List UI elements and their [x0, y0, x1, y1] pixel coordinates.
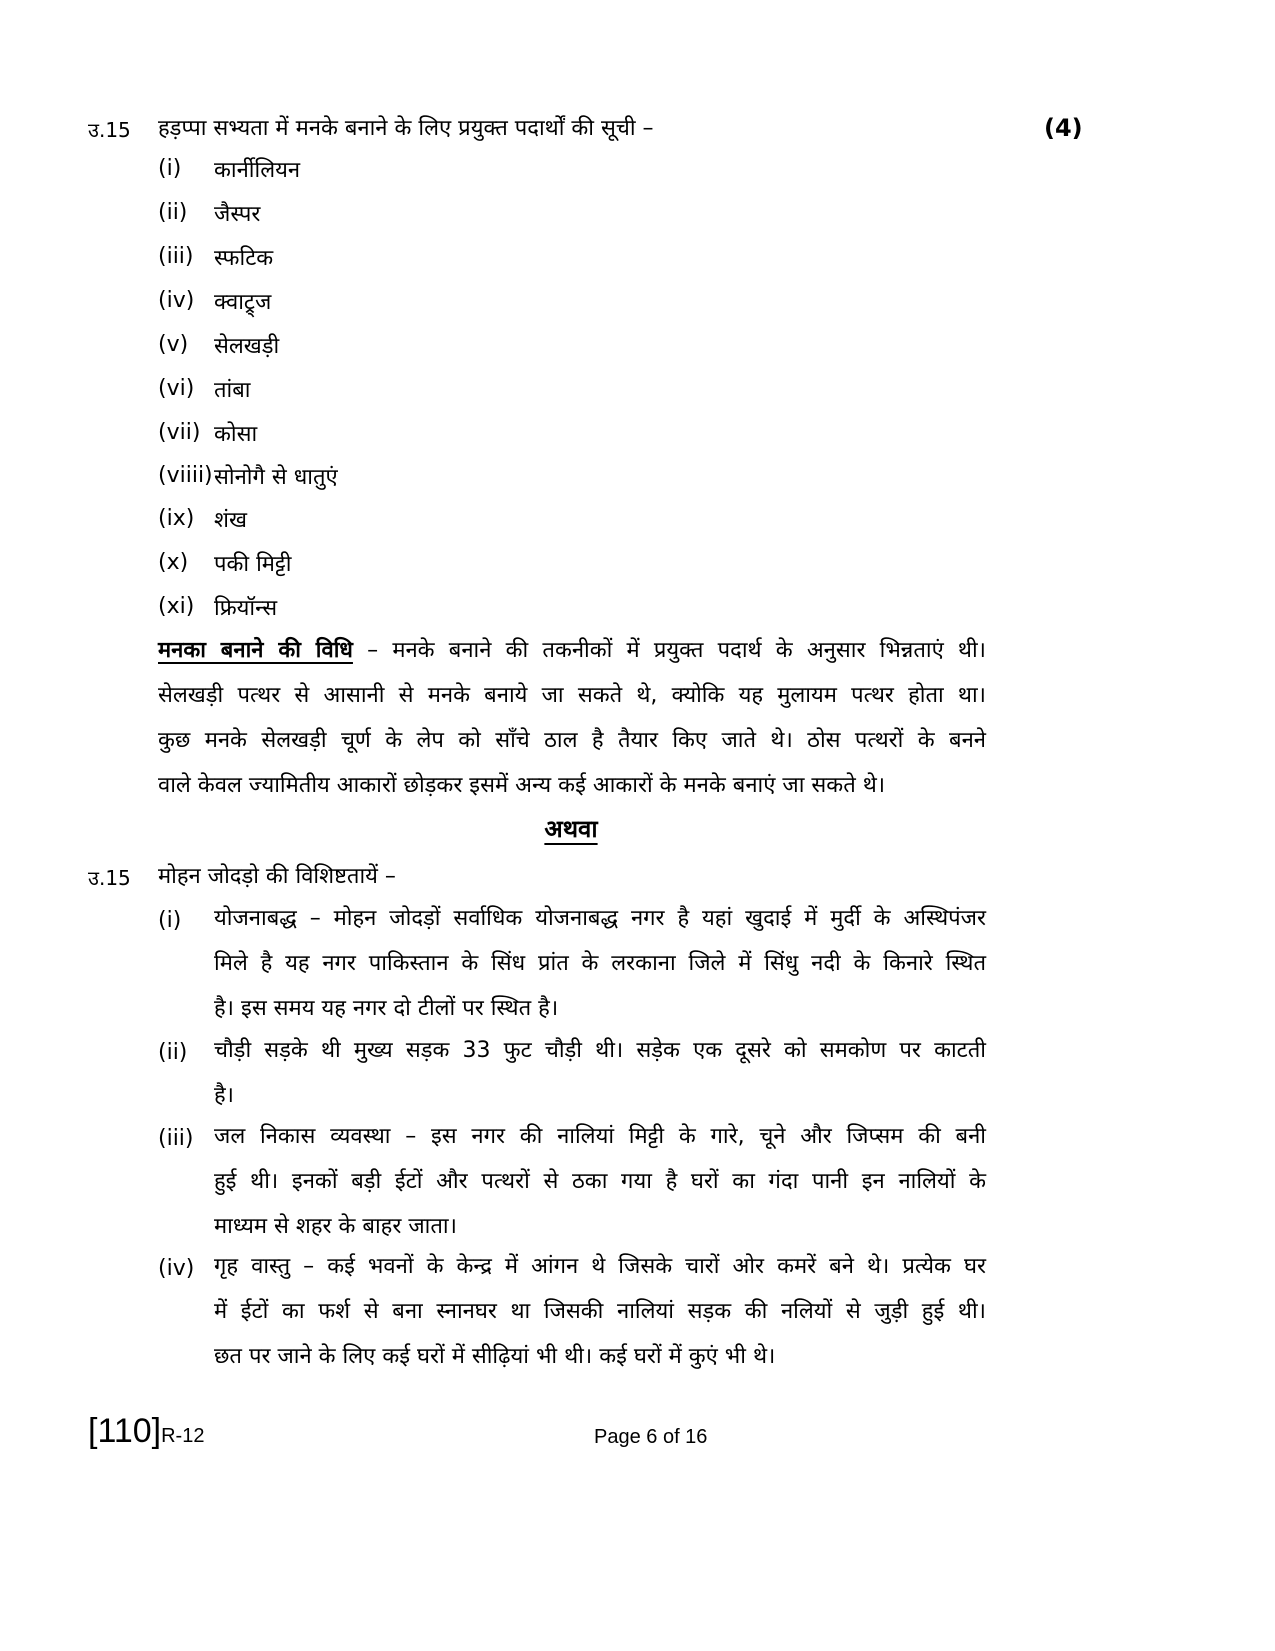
list-item: जैस्पर: [214, 202, 261, 227]
paper-code-number: [110]: [88, 1412, 162, 1450]
list-item: क्वाट्र्ज: [214, 290, 272, 315]
paragraph-line: हुई थी। इनकों बड़ी ईटों और पत्थरों से ठका गया है घरों का गंदा पानी इन नालियों के: [214, 1169, 986, 1194]
list-item: स्फटिक: [214, 246, 274, 271]
question-number: उ.15: [88, 866, 131, 890]
list-item-number: (iv): [158, 1256, 195, 1281]
paragraph-line: कुछ मनके सेलखड़ी चूर्ण के लेप को साँचे ठाल है तैयार किए जाते थे। ठोस पत्थरों के बनने: [158, 728, 986, 753]
paragraph-line: वाले केवल ज्यामितीय आकारों छोड़कर इसमें अन्य कई आकारों के मनके बनाएं जा सकते थे।: [158, 773, 886, 798]
marks-label: (4): [1044, 114, 1083, 142]
list-item-number: (ix): [158, 506, 195, 531]
paragraph-line: माध्यम से शहर के बाहर जाता।: [214, 1214, 457, 1239]
list-item: [214, 1114, 986, 1249]
paragraph-line: में ईटों का फर्श से बना स्नानघर था जिसकी नालियां सड़क की नलियों से जुड़ी हुई थी।: [214, 1299, 986, 1324]
paragraph-line: गृह वास्तु – कई भवनों के केन्द्र में आंगन थे जिसके चारों ओर कमरें बने थे। प्रत्येक घर: [214, 1254, 986, 1279]
or-heading: अथवा: [544, 815, 598, 843]
question-title: हड़प्पा सभ्यता में मनके बनाने के लिए प्रयुक्त पदार्थों की सूची –: [158, 116, 654, 141]
list-item: सेलखड़ी: [214, 334, 280, 359]
paper-code-suffix: R-12: [161, 1425, 205, 1447]
page-number: Page 6 of 16: [594, 1426, 708, 1448]
paper-code: [88, 1412, 204, 1451]
list-item: [214, 1244, 986, 1379]
list-item-number: (ii): [158, 1040, 188, 1065]
question-number: उ.15: [88, 118, 131, 142]
paragraph-line: मिले है यह नगर पाकिस्तान के सिंध प्रांत के लरकाना जिले में सिंधु नदी के किनारे स्थित: [214, 951, 986, 976]
list-item-number: (iii): [158, 244, 194, 269]
method-heading: मनका बनाने की विधि: [158, 638, 353, 663]
list-item: सोनोगै से धातुएं: [214, 465, 338, 490]
list-item-number: (i): [158, 156, 182, 181]
list-item-number: (viiii): [158, 463, 213, 488]
paragraph-line: है। इस समय यह नगर दो टीलों पर स्थित है।: [214, 996, 559, 1021]
question-title: मोहन जोदड़ो की विशिष्टतायें –: [158, 864, 396, 889]
list-item-number: (vi): [158, 376, 195, 401]
list-item-number: (ii): [158, 200, 188, 225]
list-item-number: (vii): [158, 420, 201, 445]
paragraph-line: छत पर जाने के लिए कई घरों में सीढ़ियां भी थी। कई घरों में कुएं भी थे।: [214, 1344, 776, 1369]
list-item-number: (iv): [158, 288, 195, 313]
list-item: [214, 1028, 986, 1118]
paragraph-line: है।: [214, 1083, 235, 1108]
paragraph-line: सेलखड़ी पत्थर से आसानी से मनके बनाये जा सकते थे, क्योकि यह मुलायम पत्थर होता था।: [158, 683, 986, 708]
list-item-number: (xi): [158, 594, 195, 619]
method-paragraph: [158, 628, 986, 808]
list-item: कार्नीलियन: [214, 158, 301, 183]
paragraph-line: योजनाबद्ध – मोहन जोदड़ों सर्वाधिक योजनाबद्ध नगर है यहां खुदाई में मुर्दी के अस्थिपंजर: [214, 906, 986, 931]
list-item: फ्रियॉन्स: [214, 596, 278, 621]
list-item-number: (x): [158, 550, 189, 575]
list-item: कोसा: [214, 422, 258, 447]
paragraph-line: – मनके बनाने की तकनीकों में प्रयुक्त पदार्थ के अनुसार भिन्नताएं थी।: [352, 638, 987, 663]
list-item-number: (i): [158, 908, 182, 933]
list-item: पकी मिट्टी: [214, 552, 292, 577]
list-item-number: (v): [158, 332, 189, 357]
paragraph-line: चौड़ी सड़के थी मुख्य सड़क 33 फुट चौड़ी थी। सड़ेक एक दूसरे को समकोण पर काटती: [214, 1038, 986, 1063]
list-item-number: (iii): [158, 1126, 194, 1151]
list-item: शंख: [214, 508, 247, 533]
list-item: [214, 896, 986, 1031]
list-item: तांबा: [214, 378, 251, 403]
paragraph-line: जल निकास व्यवस्था – इस नगर की नालियां मिट्टी के गारे, चूने और जिप्सम की बनी: [214, 1124, 986, 1149]
